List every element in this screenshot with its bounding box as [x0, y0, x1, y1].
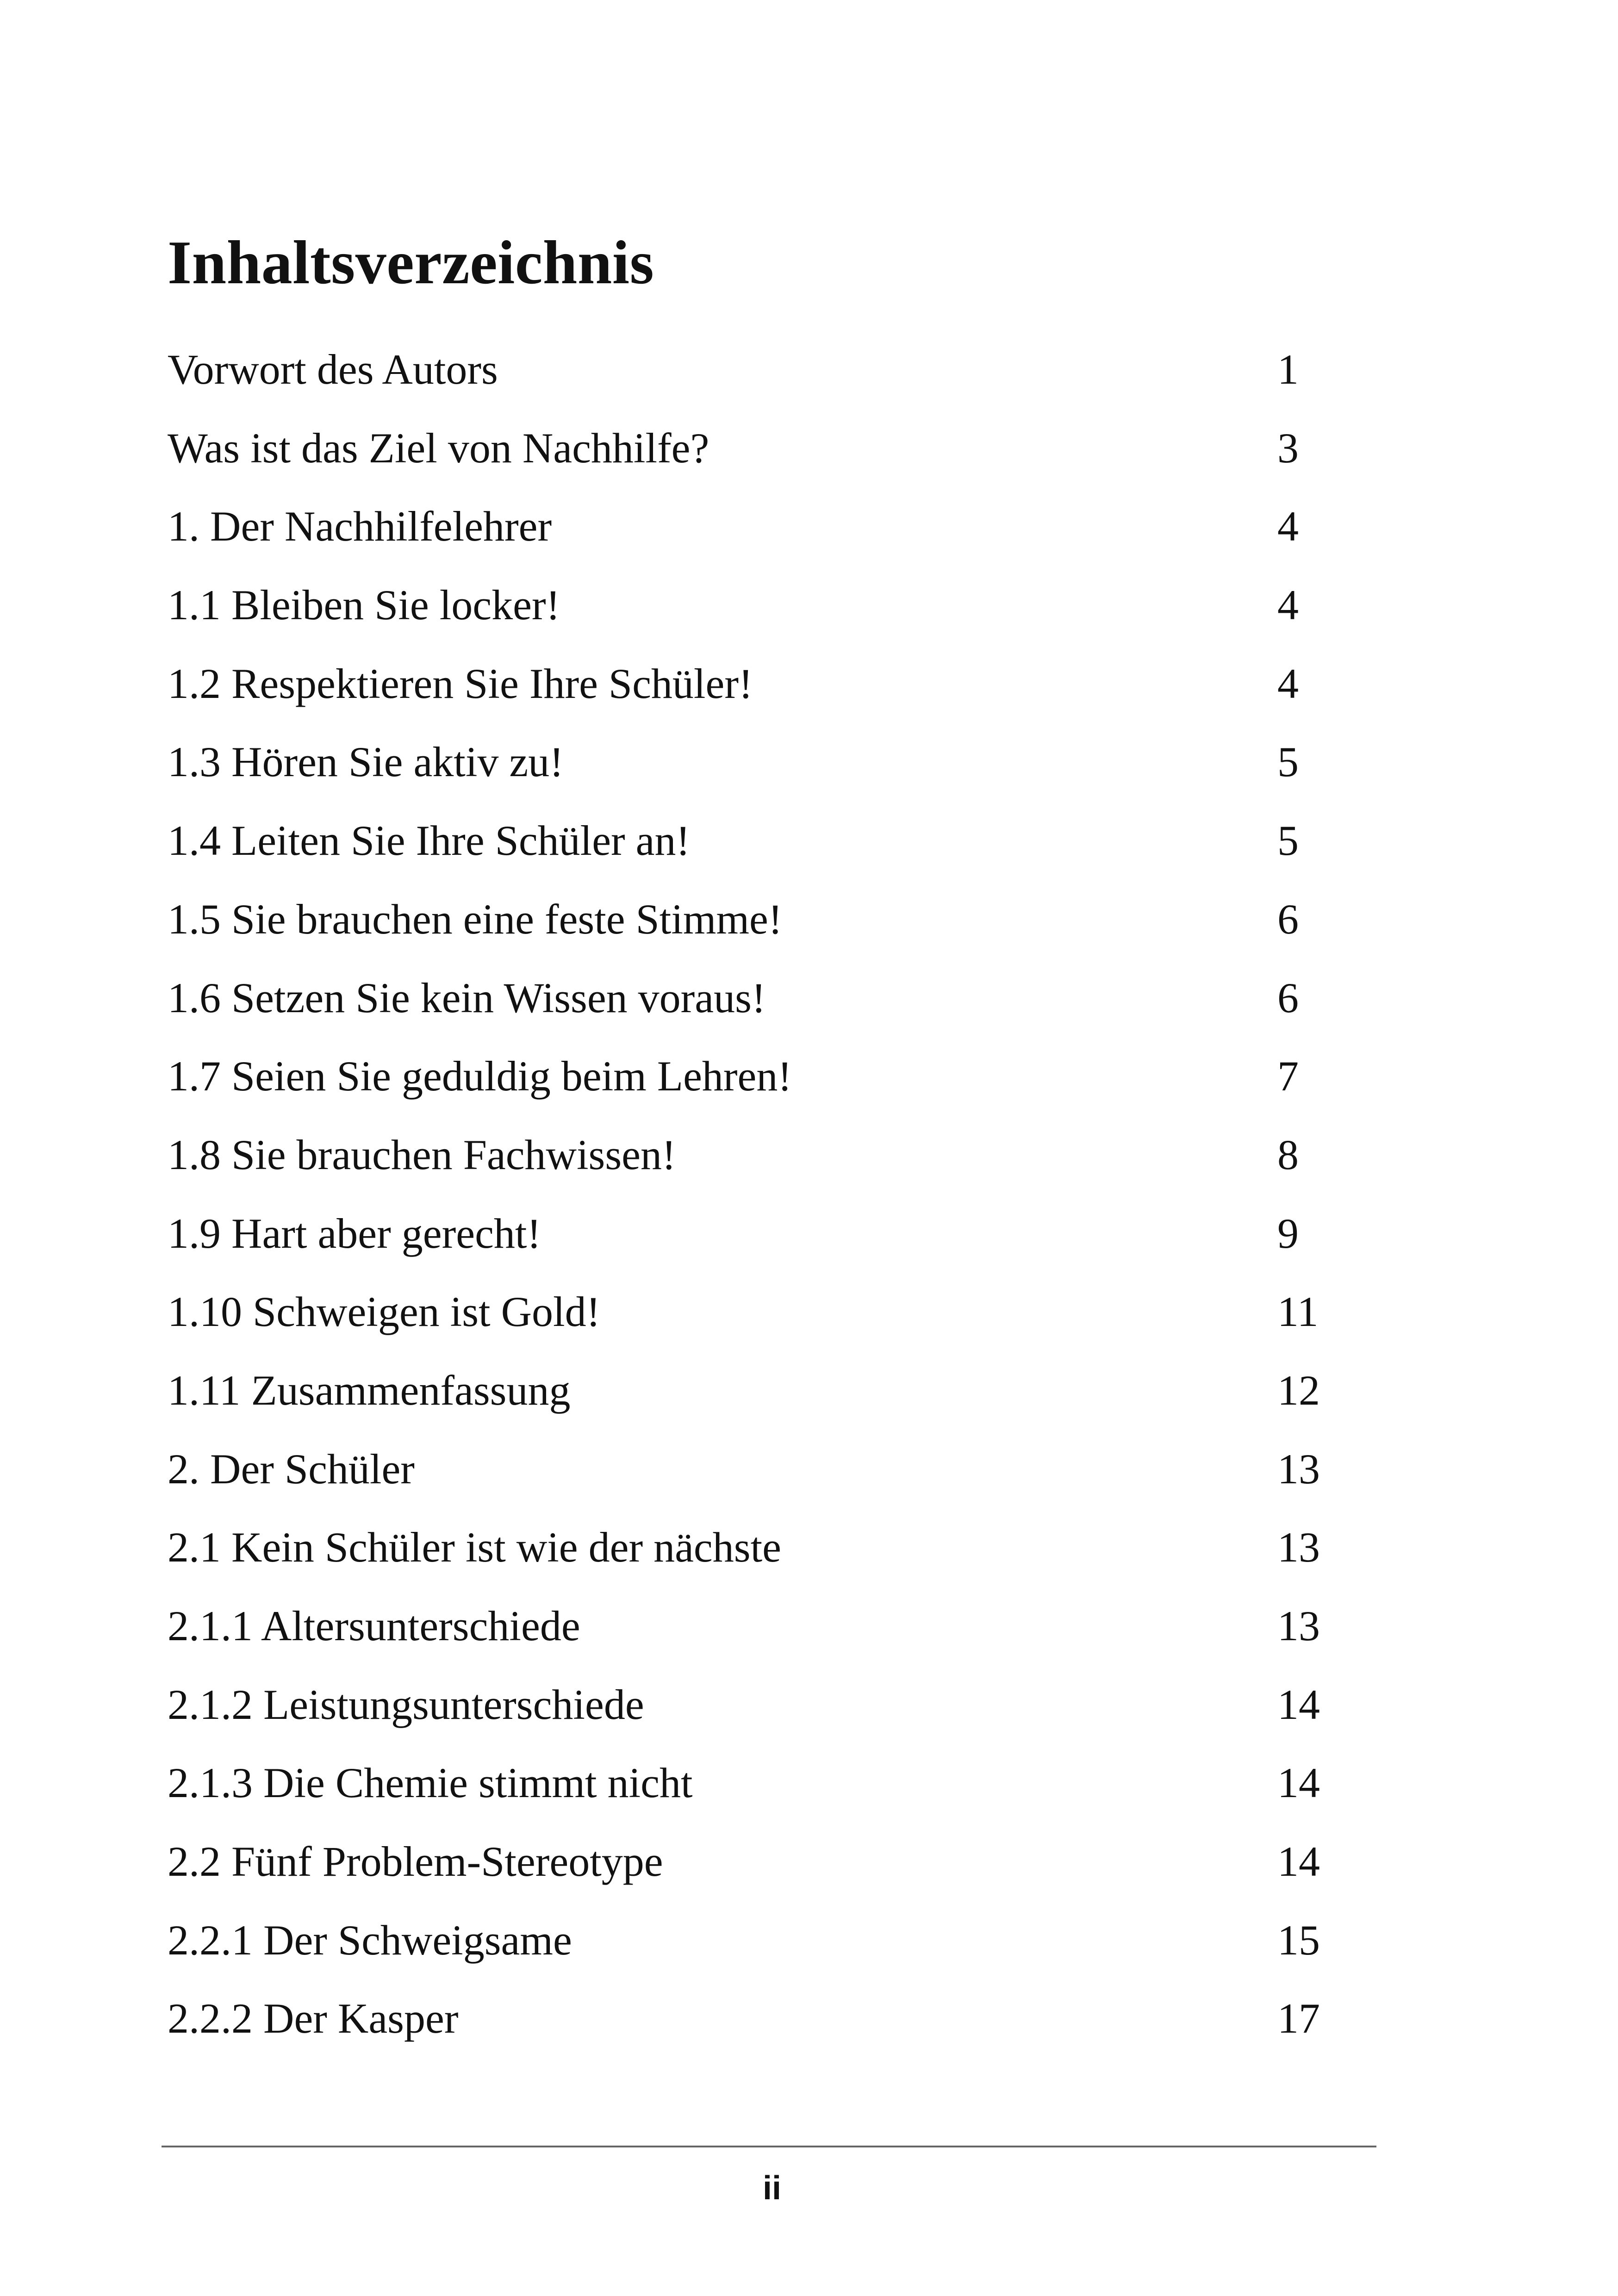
- toc-entry-page-number: 15: [1277, 1916, 1320, 1964]
- toc-entry-title: 1.9 Hart aber gerecht!: [168, 1209, 541, 1257]
- toc-entry-page-number: 14: [1277, 1838, 1320, 1885]
- toc-entry-page-number: 11: [1277, 1288, 1319, 1336]
- toc-entry: [168, 806, 1334, 885]
- toc-entry-page-number: 1: [1277, 346, 1299, 393]
- toc-entry-page-number: 8: [1277, 1131, 1299, 1178]
- toc-entry: [168, 492, 1334, 571]
- toc-entry-page-number: 9: [1277, 1209, 1299, 1257]
- toc-entry-title: 1. Der Nachhilfelehrer: [168, 503, 552, 550]
- toc-entry: [168, 1435, 1334, 1513]
- page-number: ii: [762, 2170, 781, 2207]
- toc-entry: [168, 1670, 1334, 1749]
- toc-entry: [168, 1984, 1334, 2063]
- toc-entry-title: 2. Der Schüler: [168, 1445, 415, 1493]
- toc-entry-page-number: 13: [1277, 1524, 1320, 1571]
- toc-entry-page-number: 6: [1277, 974, 1299, 1021]
- toc-entry-page-number: 14: [1277, 1680, 1320, 1728]
- toc-entry-title: 2.1.1 Altersunterschiede: [168, 1602, 580, 1649]
- toc-entry: [168, 1513, 1334, 1592]
- toc-entry-title: 2.2 Fünf Problem-Stereotype: [168, 1838, 663, 1885]
- toc-entry-title: 1.10 Schweigen ist Gold!: [168, 1288, 601, 1336]
- toc-entry: [168, 335, 1334, 414]
- toc-entry-title: 1.8 Sie brauchen Fachwissen!: [168, 1131, 676, 1178]
- toc-entry: [168, 885, 1334, 964]
- table-of-contents: [168, 335, 1334, 2063]
- toc-entry: [168, 1592, 1334, 1670]
- toc-entry: [168, 964, 1334, 1042]
- toc-entry-page-number: 12: [1277, 1366, 1320, 1414]
- toc-entry-title: 2.1.2 Leistungsunterschiede: [168, 1680, 644, 1728]
- toc-entry: [168, 1042, 1334, 1120]
- toc-entry: [168, 571, 1334, 649]
- toc-entry-page-number: 4: [1277, 581, 1299, 629]
- toc-entry-title: Was ist das Ziel von Nachhilfe?: [168, 424, 709, 472]
- toc-entry: [168, 1356, 1334, 1435]
- toc-entry-title: 2.1 Kein Schüler ist wie der nächste: [168, 1524, 781, 1571]
- toc-entry: [168, 1748, 1334, 1827]
- toc-entry-title: 2.2.1 Der Schweigsame: [168, 1916, 572, 1964]
- toc-entry-page-number: 13: [1277, 1602, 1320, 1649]
- toc-entry: [168, 728, 1334, 806]
- toc-entry-page-number: 4: [1277, 660, 1299, 707]
- toc-entry-title: 1.4 Leiten Sie Ihre Schüler an!: [168, 817, 691, 865]
- toc-entry: [168, 1827, 1334, 1906]
- toc-entry-page-number: 4: [1277, 503, 1299, 550]
- toc-entry-page-number: 14: [1277, 1759, 1320, 1807]
- toc-entry-page-number: 13: [1277, 1445, 1320, 1493]
- toc-entry-title: Vorwort des Autors: [168, 346, 498, 393]
- toc-entry-title: 1.7 Seien Sie geduldig beim Lehren!: [168, 1052, 792, 1100]
- toc-entry: [168, 649, 1334, 728]
- toc-entry-page-number: 17: [1277, 1995, 1320, 2042]
- toc-entry-page-number: 5: [1277, 738, 1299, 786]
- footer-divider: [162, 2146, 1376, 2147]
- toc-entry-title: 2.2.2 Der Kasper: [168, 1995, 459, 2042]
- toc-entry-page-number: 5: [1277, 817, 1299, 865]
- toc-entry: [168, 1199, 1334, 1278]
- toc-entry-title: 1.1 Bleiben Sie locker!: [168, 581, 560, 629]
- toc-entry-title: 1.6 Setzen Sie kein Wissen voraus!: [168, 974, 766, 1021]
- toc-entry-title: 2.1.3 Die Chemie stimmt nicht: [168, 1759, 693, 1807]
- toc-entry-title: 1.5 Sie brauchen eine feste Stimme!: [168, 895, 783, 943]
- toc-entry-title: 1.3 Hören Sie aktiv zu!: [168, 738, 564, 786]
- toc-entry-page-number: 7: [1277, 1052, 1299, 1100]
- toc-entry: [168, 1906, 1334, 1985]
- page-title: Inhaltsverzeichnis: [168, 228, 654, 297]
- toc-entry-title: 1.2 Respektieren Sie Ihre Schüler!: [168, 660, 753, 707]
- toc-entry: [168, 1277, 1334, 1356]
- toc-entry-page-number: 6: [1277, 895, 1299, 943]
- toc-entry: [168, 414, 1334, 492]
- toc-entry-title: 1.11 Zusammenfassung: [168, 1366, 571, 1414]
- toc-entry-page-number: 3: [1277, 424, 1299, 472]
- toc-entry: [168, 1120, 1334, 1199]
